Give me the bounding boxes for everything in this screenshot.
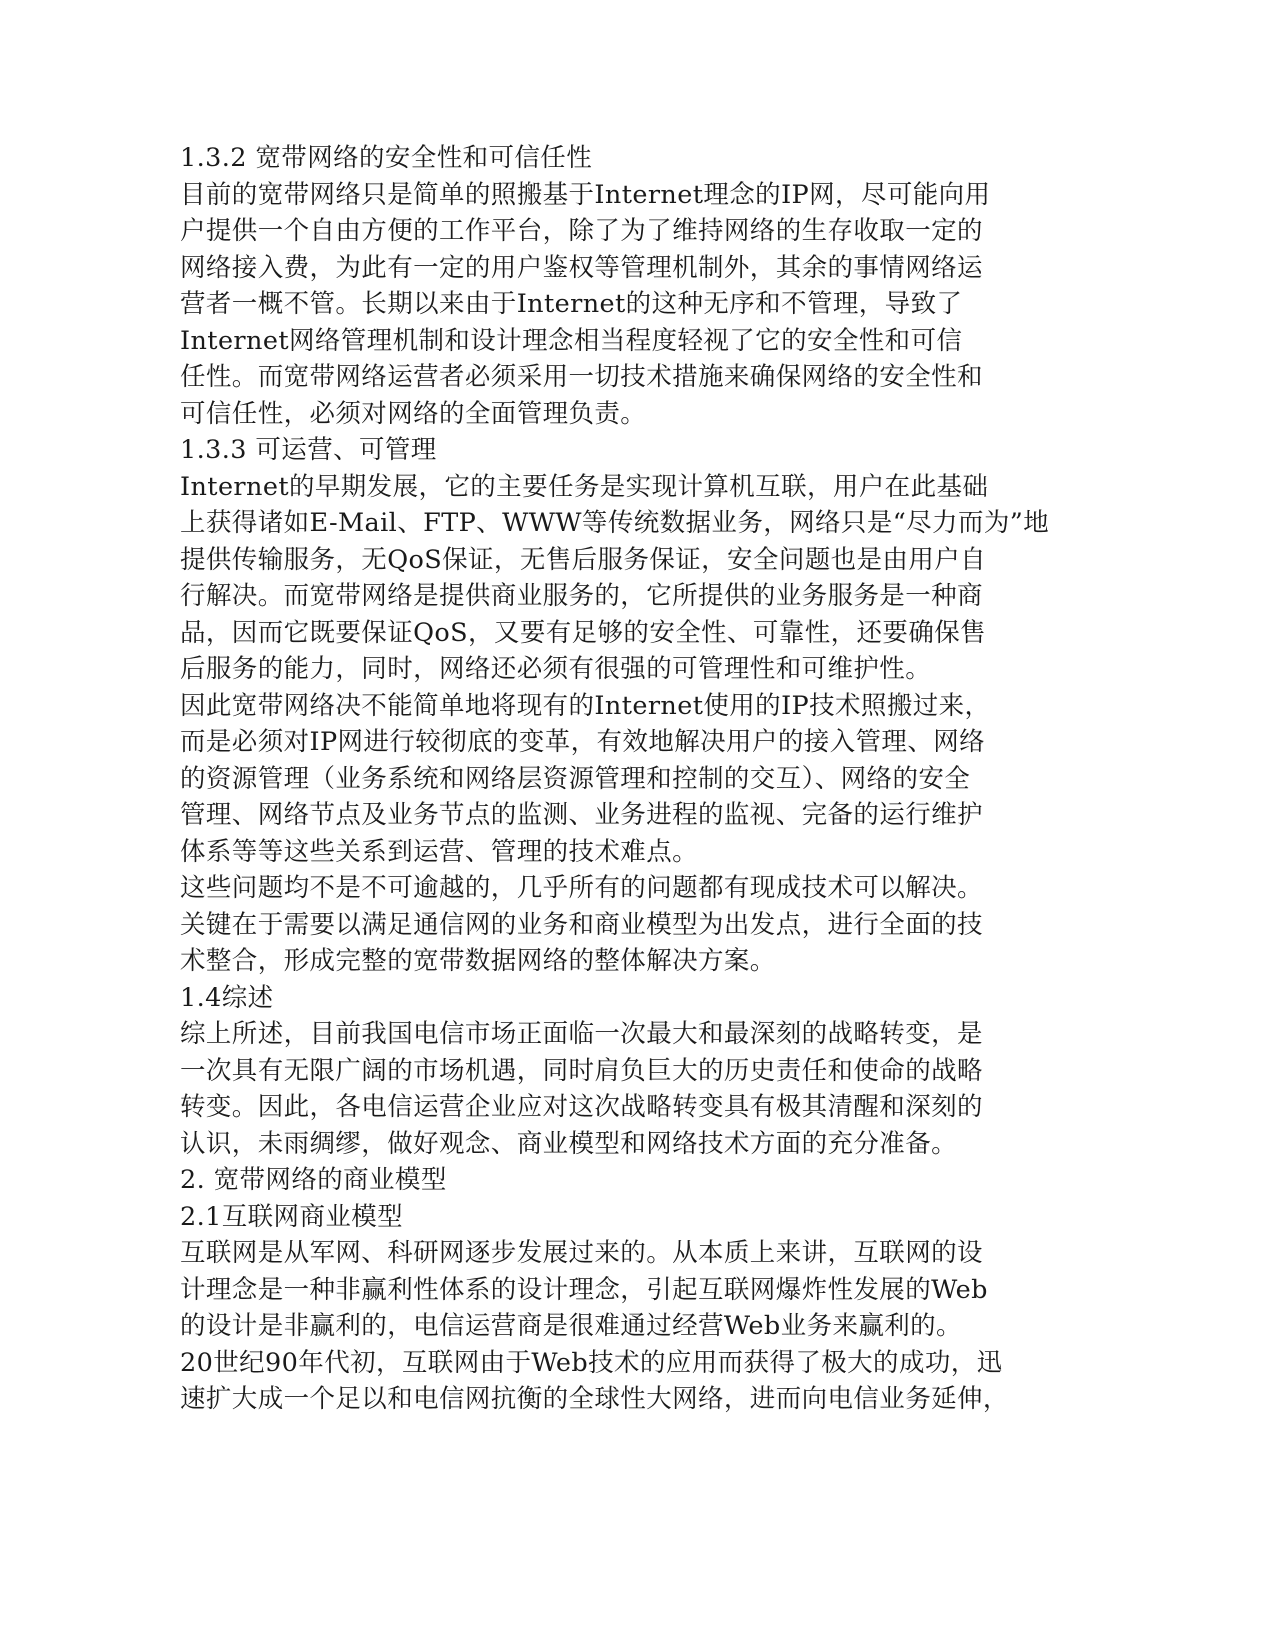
paragraph-line: 的设计是非赢利的，电信运营商是很难通过经营Web业务来赢利的。 — [180, 1311, 962, 1341]
paragraph-line: 的资源管理（业务系统和网络层资源管理和控制的交互）、网络的安全 — [180, 763, 971, 794]
paragraph-line: 户提供一个自由方便的工作平台，除了为了维持网络的生存收取一定的 — [180, 216, 983, 246]
paragraph-line: 因此宽带网络决不能简单地将现有的Internet使用的IP技术照搬过来， — [180, 690, 991, 721]
paragraph-line: 可信任性，必须对网络的全面管理负责。 — [180, 398, 647, 429]
paragraph-line: 术整合，形成完整的宽带数据网络的整体解决方案。 — [180, 946, 776, 976]
heading-1-3-3: 1.3.3 可运营、可管理 — [180, 435, 437, 465]
paragraph-line: 认识，未雨绸缪，做好观念、商业模型和网络技术方面的充分准备。 — [180, 1128, 958, 1159]
paragraph-line: Internet的早期发展，它的主要任务是实现计算机互联，用户在此基础 — [180, 471, 989, 502]
paragraph-line: 计理念是一种非赢利性体系的设计理念，引起互联网爆炸性发展的Web — [180, 1274, 988, 1305]
paragraph-line: 目前的宽带网络只是简单的照搬基于Internet理念的IP网，尽可能向用 — [180, 179, 991, 210]
paragraph-line: 行解决。而宽带网络是提供商业服务的，它所提供的业务服务是一种商 — [180, 581, 983, 611]
paragraph-line: 管理、网络节点及业务节点的监测、业务进程的监视、完备的运行维护 — [180, 800, 983, 830]
heading-1-3-2: 1.3.2 宽带网络的安全性和可信任性 — [180, 143, 593, 173]
paragraph-line: 后服务的能力，同时，网络还必须有很强的可管理性和可维护性。 — [180, 654, 932, 684]
paragraph-line: 一次具有无限广阔的市场机遇，同时肩负巨大的历史责任和使命的战略 — [180, 1055, 983, 1086]
paragraph-line: 转变。因此，各电信运营企业应对这次战略转变具有极其清醒和深刻的 — [180, 1092, 983, 1122]
heading-1-4: 1.4综述 — [180, 982, 274, 1013]
paragraph-line: 关键在于需要以满足通信网的业务和商业模型为出发点，进行全面的技 — [180, 909, 983, 940]
paragraph-line: 这些问题均不是不可逾越的，几乎所有的问题都有现成技术可以解决。 — [180, 873, 983, 903]
paragraph-line: 而是必须对IP网进行较彻底的变革，有效地解决用户的接入管理、网络 — [180, 727, 986, 757]
paragraph-line: 体系等等这些关系到运营、管理的技术难点。 — [180, 836, 699, 867]
paragraph-line: 互联网是从军网、科研网逐步发展过来的。从本质上来讲，互联网的设 — [180, 1238, 983, 1268]
paragraph-line: 营者一概不管。长期以来由于Internet的这种无序和不管理，导致了 — [180, 289, 963, 319]
paragraph-line: Internet网络管理机制和设计理念相当程度轻视了它的安全性和可信 — [180, 325, 963, 356]
document-page — [180, 140, 1050, 1418]
paragraph-line: 网络接入费，为此有一定的用户鉴权等管理机制外，其余的事情网络运 — [180, 252, 983, 283]
paragraph-line: 综上所述，目前我国电信市场正面临一次最大和最深刻的战略转变，是 — [180, 1019, 983, 1049]
heading-2: 2. 宽带网络的商业模型 — [180, 1165, 447, 1195]
paragraph-line: 20世纪90年代初，互联网由于Web技术的应用而获得了极大的成功，迅 — [180, 1347, 1003, 1378]
paragraph-line: 品，因而它既要保证QoS，又要有足够的安全性、可靠性，还要确保售 — [180, 617, 987, 648]
paragraph-line: 任性。而宽带网络运营者必须采用一切技术措施来确保网络的安全性和 — [180, 362, 983, 392]
paragraph-line: 上获得诸如E-Mail、FTP、WWW等传统数据业务，网络只是“尽力而为”地 — [180, 508, 1050, 538]
heading-2-1: 2.1互联网商业模型 — [180, 1201, 404, 1232]
paragraph-line: 提供传输服务，无QoS保证，无售后服务保证，安全问题也是由用户自 — [180, 544, 987, 575]
paragraph-line: 速扩大成一个足以和电信网抗衡的全球性大网络，进而向电信业务延伸， — [180, 1384, 1009, 1414]
